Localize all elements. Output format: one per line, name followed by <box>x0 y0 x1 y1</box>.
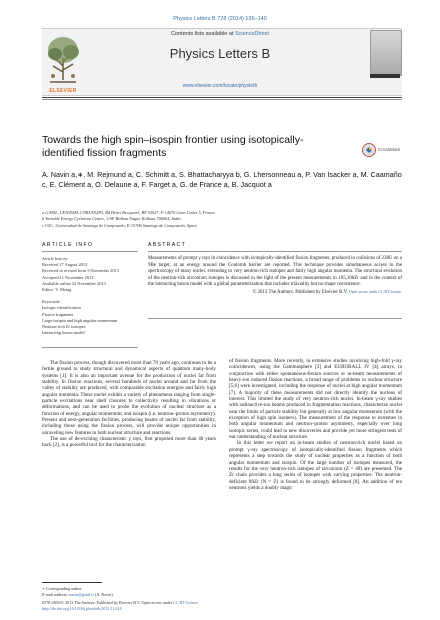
keyword-item: Isotopic identification <box>42 305 81 311</box>
journal-cover-image <box>370 30 402 76</box>
body-paragraph: The fission process, though discovered more than 70 years ago, continues to be a fertile ground to study structural and dynamical aspects of quantum many-body systems [1]. It is also an important avenue for the production of nuclei far from stability. In fission reactions, several hundreds of nuclei around and far from the valley of stability are produced, with comparable excitation energies and fairly high angular momenta. These nuclei exhibit a variety of phenomena ranging from single-particle excitations near shell closures to collectivity resulting in vibrations or deformations, and can be used to probe the evolution of nuclear structure as a function of energy, angular momentum, and isospin (i.e. neutron–proton asymmetry). Present and next-generation facilities, producing beams of nuclei far from stability, including those using the fission process, will provide unique opportunities in unraveling new features in both nuclear structure and reactions. <box>42 360 216 436</box>
article-info-heading: ARTICLE INFO <box>42 242 94 248</box>
article-info-rule <box>42 251 138 252</box>
journal-cover-band <box>370 74 400 78</box>
keyword-item: Fission fragments <box>42 311 74 317</box>
affiliation-b: b Variable Energy Cyclotron Centre, 1/AF Bidhan Nagar, Kolkata 700064, India <box>42 216 181 222</box>
open-access-link[interactable]: Open access under CC BY license. <box>348 289 402 294</box>
license-link[interactable]: CC BY license. <box>173 600 199 605</box>
header-rule-thin <box>42 99 402 100</box>
header-rule <box>42 97 402 98</box>
email-link[interactable]: navin@ganil.fr <box>69 591 94 597</box>
history-item: Accepted 11 November 2013 <box>42 274 94 280</box>
journal-citation[interactable]: Physics Letters B 728 (2014) 136–140 <box>173 16 267 22</box>
body-paragraph: The use of de-exciting characteristic γ rays, first proposed more than 40 years back [2], is a powerful tool for the characterization <box>42 436 216 449</box>
abstract-bottom-rule <box>148 318 402 319</box>
doi-link[interactable]: http://dx.doi.org/10.1016/j.physletb.2013.11.024 <box>42 605 122 611</box>
keyword-item: Interacting boson model <box>42 330 85 336</box>
elsevier-tree-logo <box>44 32 82 90</box>
article-title: Towards the high spin–isospin frontier using isotopically-identified fission fragments <box>42 134 304 159</box>
copyright-footer <box>42 600 402 611</box>
author-list: A. Navin a,∗, M. Rejmund a, C. Schmitt a, S. Bhattacharyya b, G. Lhersonneau a, P. Van Isacker a, M. Caamaño c, E. Clément a, O. Delaune a, F. Farget a, G. de France a, B. Jacquot a <box>42 170 402 189</box>
article-info-bottom-rule <box>42 347 138 348</box>
affiliations <box>42 210 402 229</box>
abstract <box>148 256 402 297</box>
abstract-rule <box>148 251 402 252</box>
affiliation-c: c USC, Universidad de Santiago de Compostela, E-15706 Santiago de Compostela, Spain <box>42 222 197 228</box>
body-paragraph: In this letter we report on in-beam studies of neutron-rich nuclei based on prompt γ-ray spectroscopy of isotopically-identified fission fragments which represents a step towards the study of nuclear properties as a function of both angular momentum and isospin. Of the large number of isotopes measured, the results for the very neutron-rich isotopes of zirconium (Z = 40) are presented. The Zr chain provides a long series of isotopes with varying properties: The neutron-deficient 80Zr (N = Z) is found to be strongly deformed [8]. An addition of ten neutrons yields a doubly magic <box>229 440 402 491</box>
publisher-logo-text: ELSEVIER <box>49 88 77 94</box>
abstract-copyright-line <box>148 289 402 297</box>
affiliation-a: a GANIL, CEA/DSM–CNRS/IN2P3, Bd Henri Becquerel, BP 55027, F-14076 Caen Cedex 5, France <box>42 210 216 215</box>
abstract-text: Measurements of prompt γ rays in coincidence with isotopically-identified fission fragments, produced in collisions of 238U on a 9Be target, at an energy around the Coulomb barrier are reported. This technique provides simultaneous access to the spectroscopy of many nuclei, extending to very neutron-rich isotopes and fairly high angular momenta. The structural evolution of the neutron-rich zirconium isotopes is discussed in the light of the present measurements in 105,106Zr and in the context of the interacting boson model with a global parameterization that includes triaxiality but no shape coexistence. <box>148 256 402 288</box>
crossmark-icon <box>362 143 376 157</box>
history-item: Received 27 August 2013 <box>42 262 88 268</box>
history-item: Editor: V. Metag <box>42 287 72 293</box>
journal-title: Physics Letters B <box>169 46 271 61</box>
email-line <box>42 592 216 598</box>
body-column-left <box>42 360 216 449</box>
history-item: Available online 22 November 2013 <box>42 280 106 286</box>
keyword-item: Large isospin and high angular momentum <box>42 317 118 323</box>
article-info <box>42 256 138 336</box>
crossmark-label: CrossMark <box>378 147 401 152</box>
body-paragraph: of fission fragments. More recently, in extensive studies involving high-fold γ-ray coincidences, using the Gammasphere [3] and EUROBALL IV [4] arrays, in conjunction with either spontaneous-fission sources or in-beam measurements of heavy-ion induced fission reactions, a broad range of problems in nuclear structure [5,6] were investigated, including the response of nuclei at high angular momentum [7]. A majority of these measurements did not directly identify the nucleus of interest. This limited the study of very neutron-rich nuclei. In-beam γ-ray studies with radioactive-ion beams produced in fragmentation reactions, characterize nuclei near the limits of particle stability but generally at low angular momentum (with the exception of high spin isomers). The measurement of the response to extremes in both angular momentum and neutron–proton asymmetry, especially over long isotopic series, could lead to new discoveries and provide yet more stringent tests of our understanding of nuclear structure. <box>229 358 402 441</box>
abstract-heading: ABSTRACT <box>148 242 187 248</box>
keyword-item: Neutron-rich Zr isotopes <box>42 324 86 330</box>
body-column-right <box>229 358 402 491</box>
email-label: E-mail address: <box>42 591 70 597</box>
contents-line <box>120 31 320 37</box>
abstract-copyright: © 2013 The Authors. Published by Elsevier B.V. <box>252 289 348 295</box>
email-suffix: (A. Navin). <box>93 591 114 597</box>
footnote-rule <box>42 582 102 583</box>
contents-prefix: Contents lists available at <box>171 31 235 37</box>
history-item: Received in revised form 5 November 2013 <box>42 268 120 274</box>
keywords-label: Keywords: <box>42 299 61 305</box>
history-label: Article history: <box>42 256 69 261</box>
crossmark-badge[interactable] <box>362 142 402 158</box>
journal-homepage <box>120 83 320 89</box>
homepage-link[interactable]: www.elsevier.com/locate/physletb <box>182 83 258 89</box>
issn-line: 0370-2693/© 2013 The Authors. Published by Elsevier B.V. Open access under <box>42 600 174 605</box>
sciencedirect-link[interactable]: ScienceDirect <box>234 31 269 37</box>
footnote <box>42 586 216 597</box>
corresponding-author-note: ∗ Corresponding author. <box>42 586 83 591</box>
